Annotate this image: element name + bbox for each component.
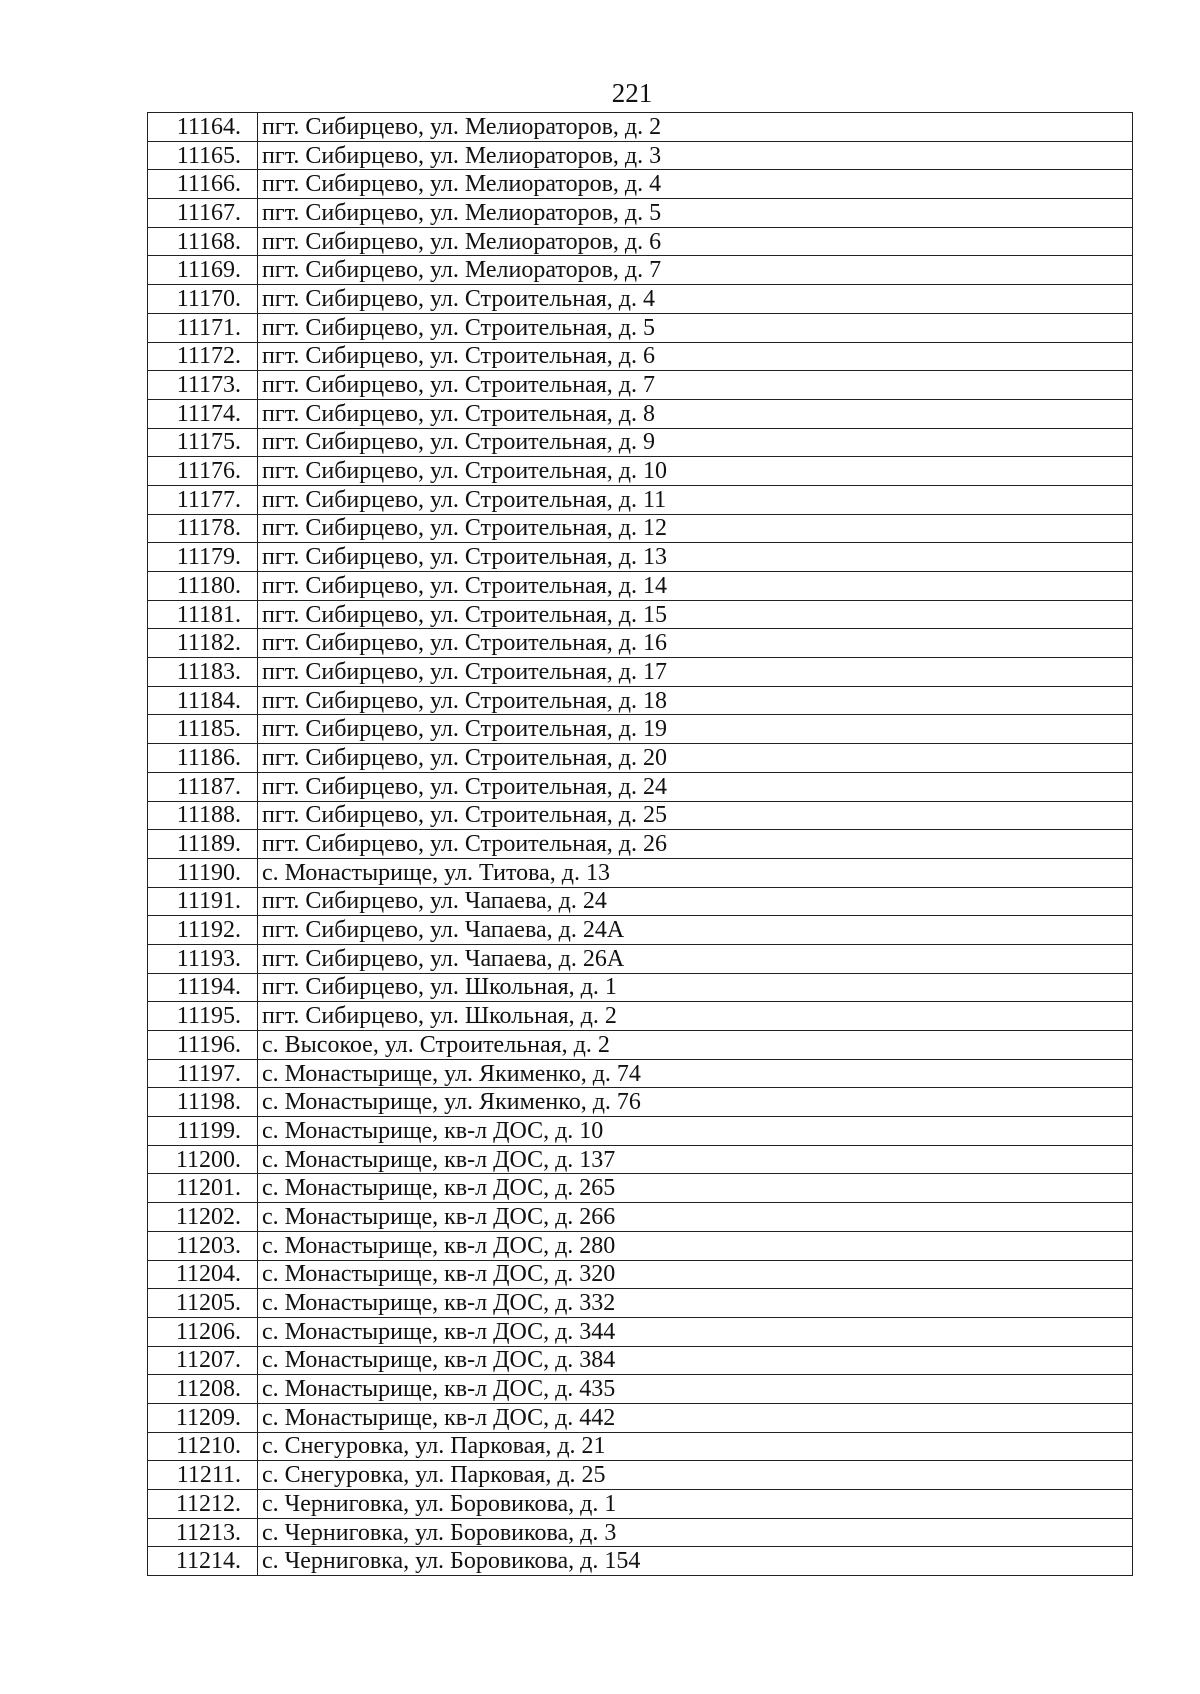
row-address: пгт. Сибирцево, ул. Мелиораторов, д. 4 [258,170,1133,199]
table-row [148,141,1133,170]
row-address: пгт. Сибирцево, ул. Строительная, д. 13 [258,543,1133,572]
row-number: 11191. [148,887,258,916]
row-address: пгт. Сибирцево, ул. Строительная, д. 19 [258,715,1133,744]
table-row [148,1145,1133,1174]
table-row [148,113,1133,142]
row-address: с. Снегуровка, ул. Парковая, д. 25 [258,1461,1133,1490]
row-address: пгт. Сибирцево, ул. Строительная, д. 18 [258,686,1133,715]
row-address: с. Снегуровка, ул. Парковая, д. 21 [258,1432,1133,1461]
row-address: пгт. Сибирцево, ул. Строительная, д. 15 [258,600,1133,629]
row-address: пгт. Сибирцево, ул. Строительная, д. 10 [258,457,1133,486]
table-row [148,600,1133,629]
table-row [148,1432,1133,1461]
row-address: с. Монастырище, кв-л ДОС, д. 332 [258,1289,1133,1318]
row-number: 11192. [148,916,258,945]
table-row [148,772,1133,801]
row-address: с. Монастырище, кв-л ДОС, д. 266 [258,1203,1133,1232]
row-address: пгт. Сибирцево, ул. Строительная, д. 6 [258,342,1133,371]
table-row [148,887,1133,916]
row-address: с. Монастырище, кв-л ДОС, д. 435 [258,1375,1133,1404]
table-row [148,514,1133,543]
table-row [148,686,1133,715]
table-row [148,428,1133,457]
row-address: пгт. Сибирцево, ул. Школьная, д. 1 [258,973,1133,1002]
table-row [148,1518,1133,1547]
row-address: пгт. Сибирцево, ул. Мелиораторов, д. 7 [258,256,1133,285]
row-address: пгт. Сибирцево, ул. Строительная, д. 5 [258,313,1133,342]
row-number: 11213. [148,1518,258,1547]
table-row [148,973,1133,1002]
row-number: 11205. [148,1289,258,1318]
row-number: 11183. [148,658,258,687]
row-address: пгт. Сибирцево, ул. Строительная, д. 17 [258,658,1133,687]
table-row [148,658,1133,687]
row-number: 11199. [148,1117,258,1146]
row-number: 11196. [148,1031,258,1060]
table-row [148,1117,1133,1146]
row-address: с. Монастырище, кв-л ДОС, д. 442 [258,1403,1133,1432]
row-number: 11169. [148,256,258,285]
table-row [148,543,1133,572]
table-row [148,1461,1133,1490]
row-address: с. Монастырище, ул. Якименко, д. 74 [258,1059,1133,1088]
table-row [148,1260,1133,1289]
row-number: 11209. [148,1403,258,1432]
table-row [148,801,1133,830]
row-address: с. Монастырище, ул. Титова, д. 13 [258,858,1133,887]
table-row [148,1002,1133,1031]
table-row [148,256,1133,285]
table-row [148,1088,1133,1117]
row-number: 11168. [148,227,258,256]
row-address: пгт. Сибирцево, ул. Строительная, д. 8 [258,399,1133,428]
table-row [148,858,1133,887]
row-address: пгт. Сибирцево, ул. Строительная, д. 14 [258,572,1133,601]
table-row [148,227,1133,256]
row-number: 11170. [148,285,258,314]
row-address: пгт. Сибирцево, ул. Строительная, д. 25 [258,801,1133,830]
row-number: 11211. [148,1461,258,1490]
row-number: 11206. [148,1317,258,1346]
row-address: пгт. Сибирцево, ул. Школьная, д. 2 [258,1002,1133,1031]
table-row [148,170,1133,199]
row-address: с. Монастырище, ул. Якименко, д. 76 [258,1088,1133,1117]
row-address: с. Монастырище, кв-л ДОС, д. 265 [258,1174,1133,1203]
table-row [148,1289,1133,1318]
table-row [148,916,1133,945]
row-number: 11174. [148,399,258,428]
table-row [148,1403,1133,1432]
row-number: 11210. [148,1432,258,1461]
row-number: 11172. [148,342,258,371]
table-row [148,342,1133,371]
row-number: 11179. [148,543,258,572]
table-row [148,744,1133,773]
row-number: 11197. [148,1059,258,1088]
table-row [148,371,1133,400]
row-address: пгт. Сибирцево, ул. Строительная, д. 24 [258,772,1133,801]
row-address: пгт. Сибирцево, ул. Чапаева, д. 26А [258,944,1133,973]
table-row [148,944,1133,973]
row-number: 11200. [148,1145,258,1174]
row-number: 11177. [148,485,258,514]
table-row [148,830,1133,859]
row-address: пгт. Сибирцево, ул. Строительная, д. 16 [258,629,1133,658]
row-number: 11189. [148,830,258,859]
row-address: пгт. Сибирцево, ул. Мелиораторов, д. 6 [258,227,1133,256]
row-address: пгт. Сибирцево, ул. Строительная, д. 11 [258,485,1133,514]
row-number: 11185. [148,715,258,744]
row-number: 11171. [148,313,258,342]
row-address: с. Монастырище, кв-л ДОС, д. 280 [258,1231,1133,1260]
row-address: с. Монастырище, кв-л ДОС, д. 344 [258,1317,1133,1346]
row-address: с. Черниговка, ул. Боровикова, д. 1 [258,1490,1133,1519]
row-number: 11198. [148,1088,258,1117]
row-address: пгт. Сибирцево, ул. Строительная, д. 7 [258,371,1133,400]
table-row [148,1231,1133,1260]
row-number: 11208. [148,1375,258,1404]
row-number: 11212. [148,1490,258,1519]
page-number: 221 [611,78,653,108]
row-address: пгт. Сибирцево, ул. Чапаева, д. 24 [258,887,1133,916]
row-number: 11187. [148,772,258,801]
table-row [148,485,1133,514]
row-number: 11207. [148,1346,258,1375]
row-address: пгт. Сибирцево, ул. Строительная, д. 12 [258,514,1133,543]
table-row [148,313,1133,342]
row-address: пгт. Сибирцево, ул. Строительная, д. 4 [258,285,1133,314]
row-address: с. Монастырище, кв-л ДОС, д. 10 [258,1117,1133,1146]
row-number: 11202. [148,1203,258,1232]
row-number: 11173. [148,371,258,400]
table-row [148,715,1133,744]
table-row [148,1317,1133,1346]
row-address: с. Высокое, ул. Строительная, д. 2 [258,1031,1133,1060]
row-address: с. Монастырище, кв-л ДОС, д. 137 [258,1145,1133,1174]
row-number: 11166. [148,170,258,199]
row-number: 11184. [148,686,258,715]
row-number: 11186. [148,744,258,773]
row-number: 11193. [148,944,258,973]
row-address: пгт. Сибирцево, ул. Строительная, д. 26 [258,830,1133,859]
table-row [148,629,1133,658]
table-row [148,457,1133,486]
table-row [148,399,1133,428]
row-number: 11181. [148,600,258,629]
table-row [148,1203,1133,1232]
row-number: 11188. [148,801,258,830]
row-number: 11164. [148,113,258,142]
address-table-body [148,113,1133,1576]
row-number: 11203. [148,1231,258,1260]
row-address: с. Черниговка, ул. Боровикова, д. 154 [258,1547,1133,1576]
table-row [148,285,1133,314]
row-number: 11201. [148,1174,258,1203]
row-address: с. Монастырище, кв-л ДОС, д. 384 [258,1346,1133,1375]
table-row [148,1490,1133,1519]
row-number: 11175. [148,428,258,457]
address-table [147,112,1133,1576]
table-row [148,1547,1133,1576]
row-number: 11165. [148,141,258,170]
table-row [148,1031,1133,1060]
row-number: 11176. [148,457,258,486]
row-address: пгт. Сибирцево, ул. Мелиораторов, д. 5 [258,199,1133,228]
row-number: 11167. [148,199,258,228]
row-number: 11178. [148,514,258,543]
row-number: 11214. [148,1547,258,1576]
row-number: 11194. [148,973,258,1002]
table-row [148,199,1133,228]
row-address: с. Монастырище, кв-л ДОС, д. 320 [258,1260,1133,1289]
row-address: пгт. Сибирцево, ул. Строительная, д. 9 [258,428,1133,457]
row-address: пгт. Сибирцево, ул. Мелиораторов, д. 2 [258,113,1133,142]
row-address: пгт. Сибирцево, ул. Мелиораторов, д. 3 [258,141,1133,170]
row-number: 11195. [148,1002,258,1031]
row-address: пгт. Сибирцево, ул. Чапаева, д. 24А [258,916,1133,945]
table-row [148,1059,1133,1088]
row-number: 11180. [148,572,258,601]
row-number: 11190. [148,858,258,887]
row-address: пгт. Сибирцево, ул. Строительная, д. 20 [258,744,1133,773]
table-row [148,1375,1133,1404]
row-address: с. Черниговка, ул. Боровикова, д. 3 [258,1518,1133,1547]
table-row [148,1174,1133,1203]
row-number: 11204. [148,1260,258,1289]
table-row [148,1346,1133,1375]
row-number: 11182. [148,629,258,658]
table-row [148,572,1133,601]
